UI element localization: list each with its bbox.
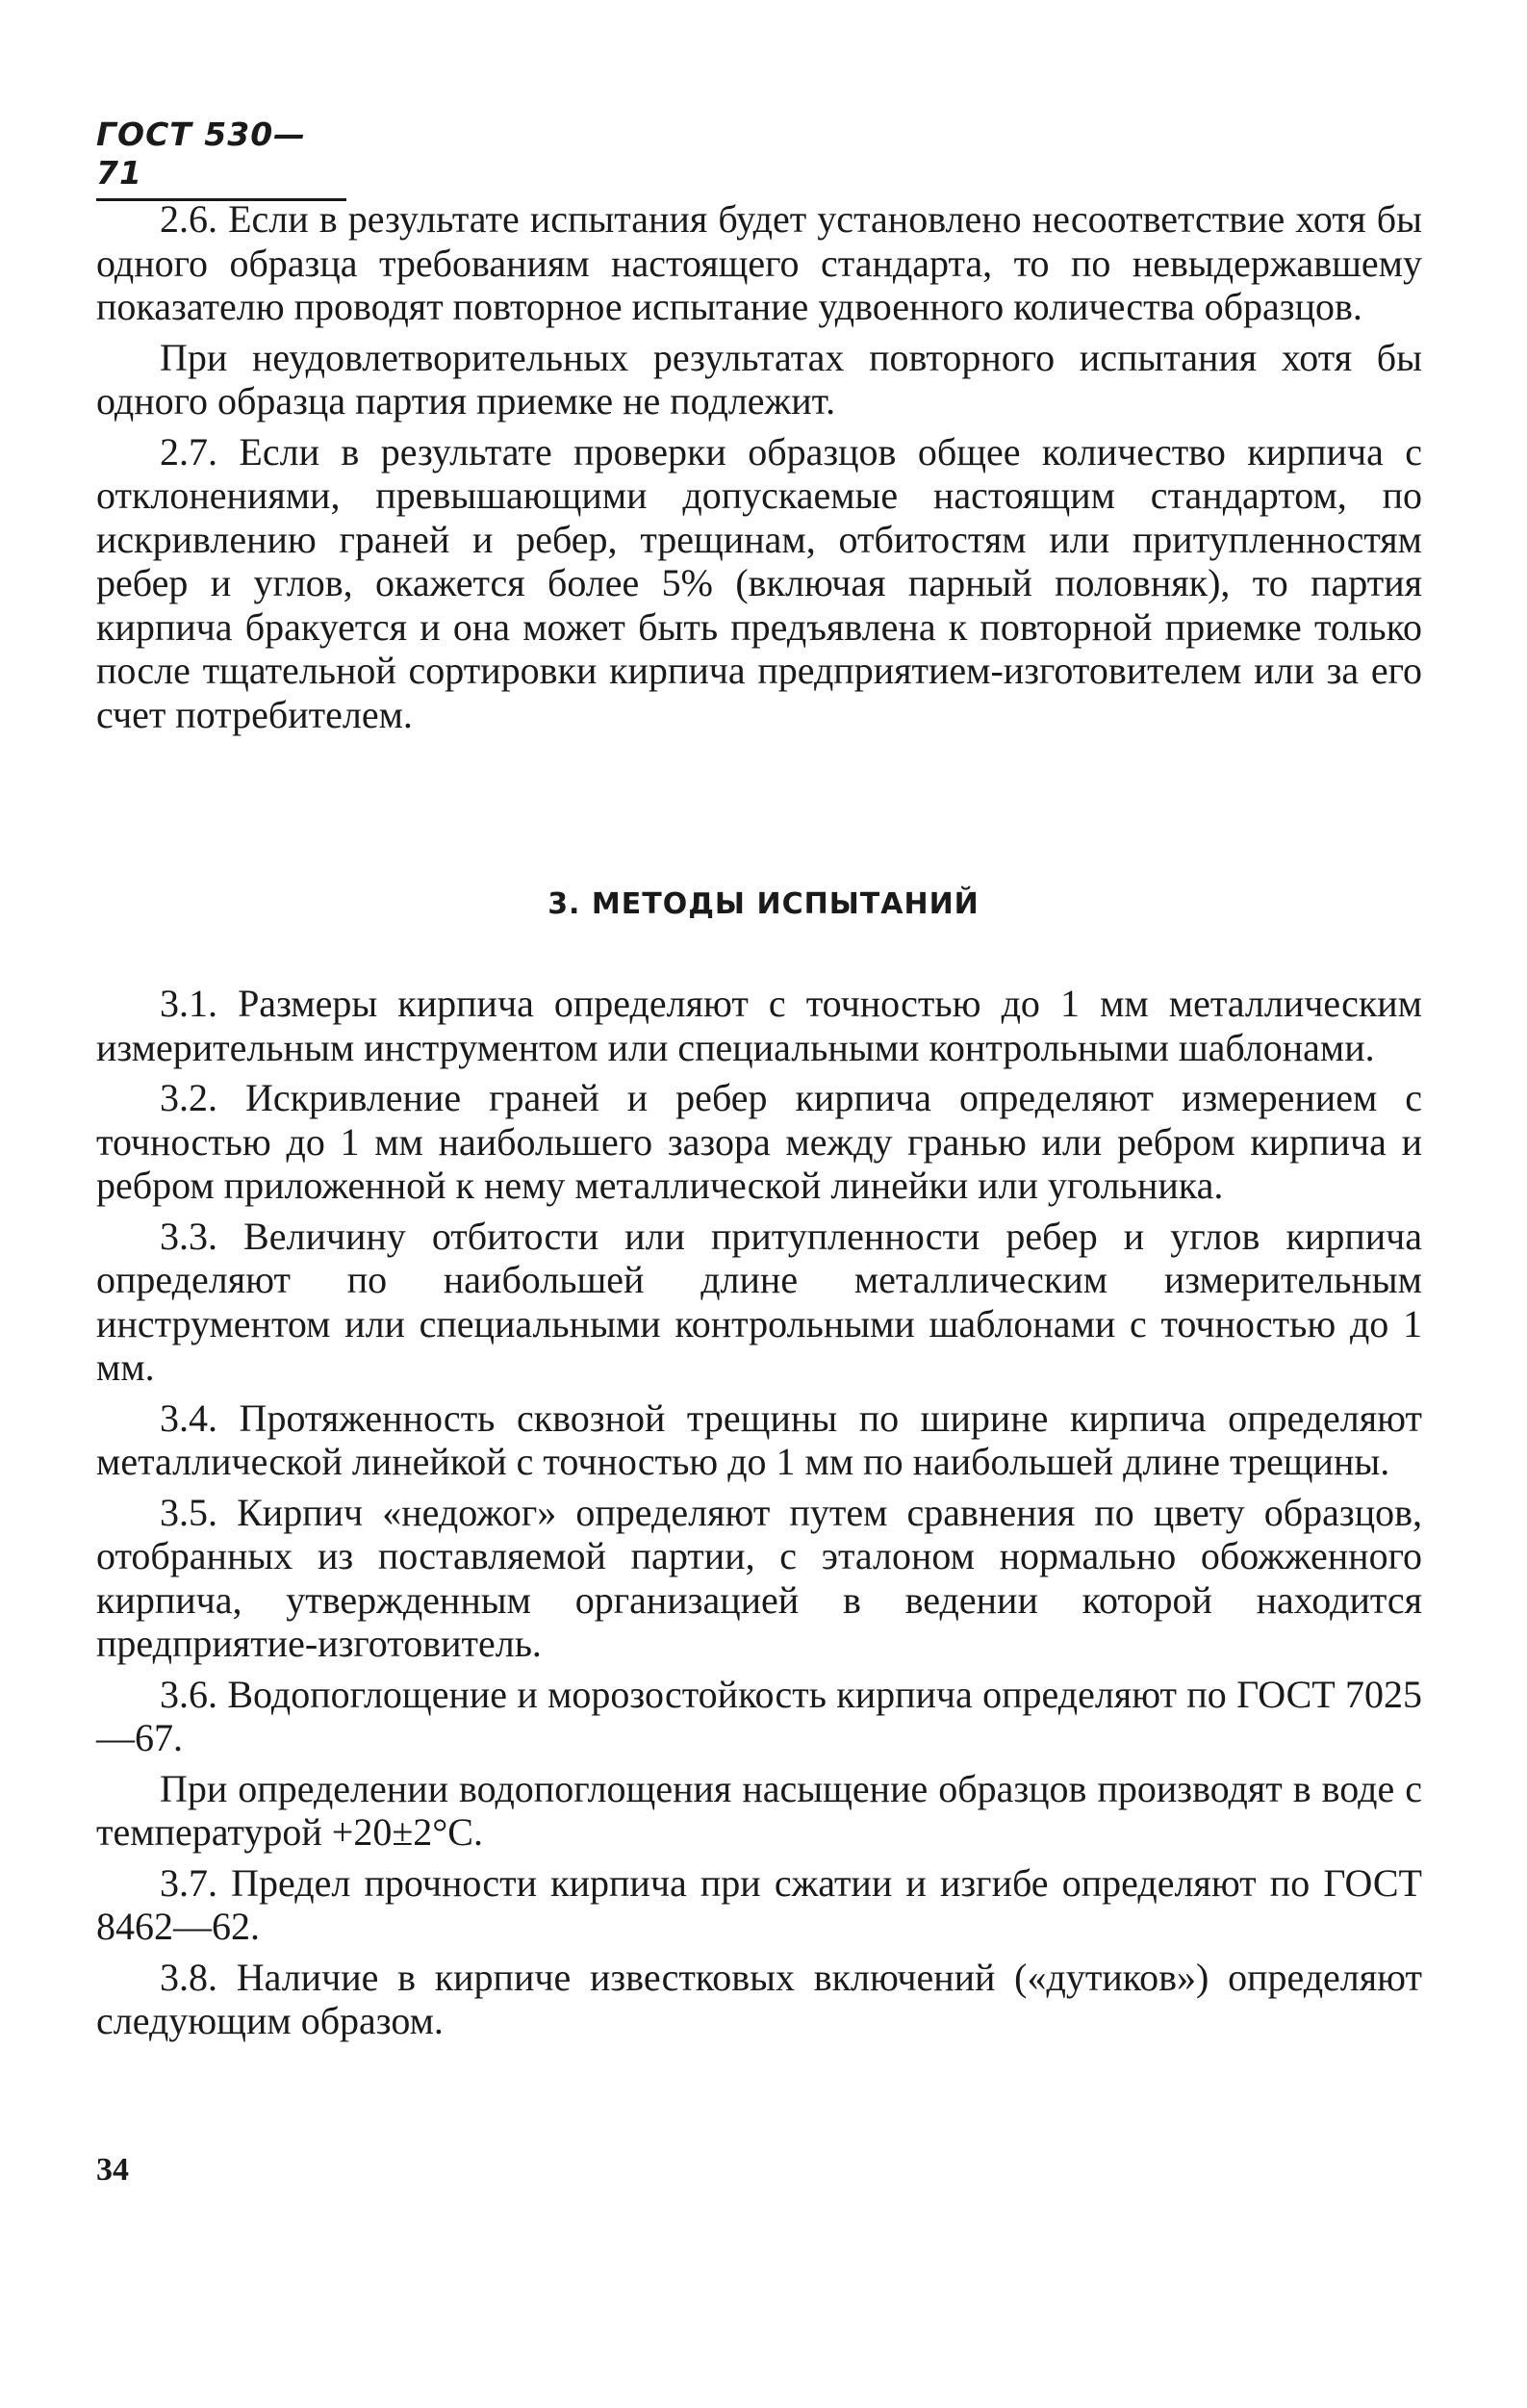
paragraph-2-7: 2.7. Если в результате проверки образцов общее количество кирпича с отклонениями, превышающими допускаемые настоящим стандартом, по искривлению граней и ребер, трещинам, отбитостям или притупленностям ребер и углов, окажется более 5% (включая парный половняк), то партия кирпича бракуется и она может быть предъявлена к повторной приемке только после тщательной сортировки кирпича предприятием-изготовителем или за его счет потребителем. [96,429,1422,736]
paragraph-3-8: 3.8. Наличие в кирпиче известковых включений («дутиков») определяют следующим образом. [96,1955,1422,2042]
paragraph-3-3: 3.3. Величину отбитости или притупленности ребер и углов кирпича определяют по наибольшей длине металлическим измерительным инструментом или специальными контрольными шаблонами с точностью до 1 мм. [96,1214,1422,1389]
paragraph-3-4: 3.4. Протяженность сквозной трещины по ширине кирпича определяют металлической линейкой с точностью до 1 мм по наибольшей длине трещины. [96,1396,1422,1483]
paragraph-3-1: 3.1. Размеры кирпича определяют с точностью до 1 мм металлическим измерительным инструментом или специальными контрольными шаблонами. [96,982,1422,1069]
paragraph-3-6-continued: При определении водопоглощения насыщение образцов производят в воде с температурой +20±2°С. [96,1766,1422,1854]
section-heading: 3. МЕТОДЫ ИСПЫТАНИЙ [547,887,980,921]
paragraph-2-6: 2.6. Если в результате испытания будет установлено несоответствие хотя бы одного образца требованиям настоящего стандарта, то по невыдержавшему показателю проводят повторное испытание удвоенного количества образцов. [96,197,1422,328]
paragraph-3-5: 3.5. Кирпич «недожог» определяют путем сравнения по цвету образцов, отобранных из поставляемой партии, с эталоном нормально обожженного кирпича, утвержденным организацией в ведении которой находится предприятие-изготовитель. [96,1490,1422,1665]
paragraph-3-6: 3.6. Водопоглощение и морозостойкость кирпича определяют по ГОСТ 7025—67. [96,1672,1422,1759]
text-block-section-3 [96,982,1422,2043]
paragraph-3-7: 3.7. Предел прочности кирпича при сжатии и изгибе определяют по ГОСТ 8462—62. [96,1860,1422,1948]
standard-number: ГОСТ 530—71 [96,115,346,201]
paragraph-3-2: 3.2. Искривление граней и ребер кирпича определяют измерением с точностью до 1 мм наибольшего зазора между гранью или ребром кирпича и ребром приложенной к нему металлической линейки или угольника. [96,1076,1422,1207]
page-number: 34 [96,2152,129,2188]
text-block-section-2 [96,197,1422,736]
running-header [96,115,346,201]
paragraph-2-6-continued: При неудовлетворительных результатах повторного испытания хотя бы одного образца партия приемке не подлежит. [96,335,1422,423]
